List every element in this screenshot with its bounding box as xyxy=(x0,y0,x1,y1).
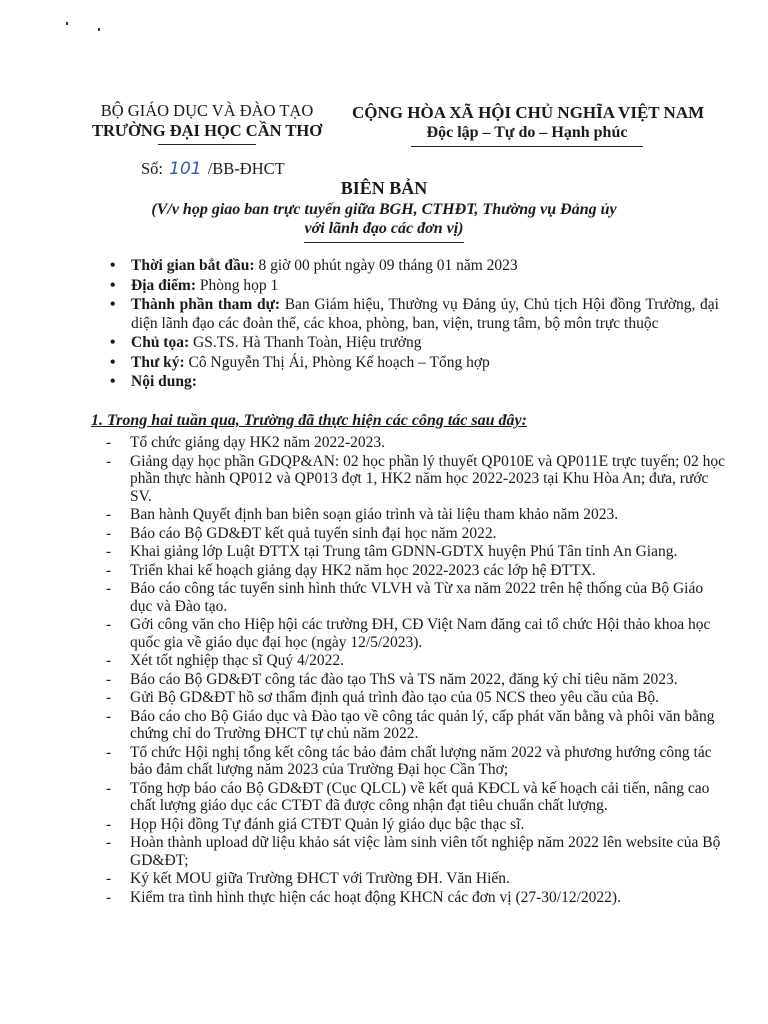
info-label: Nội dung: xyxy=(131,373,197,390)
bullet-icon: • xyxy=(110,257,116,274)
republic-name: CỘNG HÒA XÃ HỘI CHỦ NGHĨA VIỆT NAM xyxy=(352,103,705,122)
subtitle-line-2: với lãnh đạo các đơn vị) xyxy=(304,220,464,237)
info-value: GS.TS. Hà Thanh Toàn, Hiệu trưởng xyxy=(189,334,422,351)
work-items-list xyxy=(104,434,726,907)
dash-icon: - xyxy=(106,434,112,451)
university-name: TRƯỜNG ĐẠI HỌC CẦN THƠ xyxy=(91,121,323,140)
document-title: BIÊN BẢN xyxy=(340,178,428,198)
info-label: Địa điểm: xyxy=(131,276,197,294)
ministry-name: BỘ GIÁO DỤC VÀ ĐÀO TẠO xyxy=(100,101,314,120)
info-value: Phòng họp 1 xyxy=(196,276,279,294)
header-right-underline xyxy=(411,146,643,147)
info-row-secretary xyxy=(109,354,719,373)
list-item xyxy=(104,506,726,524)
list-item xyxy=(104,580,726,615)
dash-icon: - xyxy=(106,670,112,688)
dash-icon: - xyxy=(106,779,112,797)
info-row-location xyxy=(109,277,719,296)
list-item xyxy=(104,889,726,907)
doc-number-suffix: /BB-ĐHCT xyxy=(207,159,285,178)
bullet-icon: • xyxy=(110,373,116,390)
list-item-text: Báo cáo Bộ GD&ĐT công tác đào tạo ThS và TS năm 2022, đăng ký chỉ tiêu năm 2023. xyxy=(130,670,678,688)
dash-icon: - xyxy=(106,616,112,633)
bullet-icon: • xyxy=(110,353,116,371)
list-item-text: Ban hành Quyết định ban biên soạn giáo trình và tài liệu tham khảo năm 2023. xyxy=(130,506,619,523)
header-right xyxy=(352,103,705,147)
dash-icon: - xyxy=(106,580,112,597)
list-item xyxy=(104,525,726,543)
list-item-text: Tổ chức giảng dạy HK2 năm 2022-2023. xyxy=(130,434,386,451)
dash-icon: - xyxy=(106,652,112,669)
list-item xyxy=(104,671,726,689)
dash-icon: - xyxy=(106,561,112,579)
bullet-icon: • xyxy=(110,334,116,351)
document-number xyxy=(141,159,285,179)
header-left-underline xyxy=(158,144,256,145)
list-item xyxy=(104,434,726,452)
dash-icon: - xyxy=(106,543,112,560)
info-row-chair xyxy=(109,334,719,353)
list-item-text: Tổng hợp báo cáo Bộ GD&ĐT (Cục QLCL) về kết quả KĐCL và kế hoạch cải tiến, nâng cao chất lượng giáo dục các CTĐT đã được công nhận đạt tiêu chuẩn chất lượng. xyxy=(130,779,710,814)
document-subtitle xyxy=(0,200,768,243)
list-item xyxy=(104,652,726,670)
list-item xyxy=(104,780,726,815)
dash-icon: - xyxy=(106,452,112,470)
list-item-text: Họp Hội đồng Tự đánh giá CTĐT Quản lý giáo dục bậc thạc sĩ. xyxy=(130,815,525,833)
dash-icon: - xyxy=(106,707,112,725)
list-item xyxy=(104,834,726,869)
list-item xyxy=(104,816,726,834)
dash-icon: - xyxy=(106,743,112,761)
list-item-text: Xét tốt nghiệp thạc sĩ Quý 4/2022. xyxy=(130,652,344,669)
list-item-text: Khai giảng lớp Luật ĐTTX tại Trung tâm GDNN-GDTX huyện Phú Tân tỉnh An Giang. xyxy=(130,543,678,560)
bullet-icon: • xyxy=(110,276,116,294)
info-label: Thời gian bắt đầu: xyxy=(131,257,255,274)
info-row-content xyxy=(109,373,719,392)
dash-icon: - xyxy=(106,815,112,833)
list-item-text: Gởi công văn cho Hiệp hội các trường ĐH, CĐ Việt Nam đăng cai tổ chức Hội thảo khoa học quốc gia về giáo dục đại học (ngày 12/5/2023). xyxy=(130,616,711,651)
list-item-text: Báo cáo Bộ GD&ĐT kết quả tuyển sinh đại học năm 2022. xyxy=(130,524,497,542)
dash-icon: - xyxy=(106,888,112,906)
dash-icon: - xyxy=(106,689,112,706)
info-row-time xyxy=(109,257,719,276)
national-motto: Độc lập – Tự do – Hạnh phúc xyxy=(426,124,628,141)
list-item xyxy=(104,543,726,561)
dash-icon: - xyxy=(106,870,112,887)
list-item xyxy=(104,562,726,580)
subtitle-underline xyxy=(304,242,464,243)
list-item xyxy=(104,453,726,506)
section-heading: 1. Trong hai tuần qua, Trường đã thực hiện các công tác sau đây: xyxy=(91,412,527,429)
subtitle-line-1: (V/v họp giao ban trực tuyến giữa BGH, CTHĐT, Thường vụ Đảng ủy xyxy=(151,201,617,218)
list-item xyxy=(104,870,726,888)
info-row-attendees xyxy=(109,296,719,333)
doc-number-prefix: Số: xyxy=(141,159,164,178)
bullet-icon: • xyxy=(110,296,116,313)
meeting-info xyxy=(109,257,719,393)
list-item-text: Triển khai kế hoạch giảng dạy HK2 năm học 2022-2023 các lớp hệ ĐTTX. xyxy=(130,561,596,579)
list-item xyxy=(104,616,726,651)
list-item xyxy=(104,689,726,707)
scan-speck xyxy=(98,28,100,31)
list-item xyxy=(104,708,726,743)
dash-icon: - xyxy=(106,524,112,542)
scan-speck xyxy=(66,22,68,25)
doc-number-handwritten: 101 xyxy=(169,159,202,179)
dash-icon: - xyxy=(106,834,112,851)
header-left xyxy=(82,101,332,145)
info-label: Thư ký: xyxy=(131,353,185,371)
info-value: 8 giờ 00 phút ngày 09 tháng 01 năm 2023 xyxy=(254,257,518,274)
list-item-text: Kiểm tra tình hình thực hiện các hoạt động KHCN các đơn vị (27-30/12/2022). xyxy=(130,888,621,906)
list-item-text: Ký kết MOU giữa Trường ĐHCT với Trường ĐH. Văn Hiến. xyxy=(130,870,510,887)
list-item-text: Giảng dạy học phần GDQP&AN: 02 học phần lý thuyết QP010E và QP011E trực tuyến; 02 học phần thực hành QP012 và QP013 đợt 1, HK2 năm học 2022-2023 tại Khu Hòa An; đưa, rước SV. xyxy=(130,452,726,505)
info-label: Thành phần tham dự: xyxy=(131,296,281,313)
list-item-text: Báo cáo công tác tuyển sinh hình thức VLVH và Từ xa năm 2022 trên hệ thống của Bộ Giáo dục và Đào tạo. xyxy=(130,580,704,615)
info-value: Cô Nguyễn Thị Ái, Phòng Kế hoạch – Tổng hợp xyxy=(184,353,490,371)
dash-icon: - xyxy=(106,506,112,523)
list-item-text: Gửi Bộ GD&ĐT hồ sơ thẩm định quá trình đào tạo của 05 NCS theo yêu cầu của Bộ. xyxy=(130,689,660,706)
info-value: Ban Giám hiệu, Thường vụ Đảng ủy, Chủ tịch Hội đồng Trường, đại diện lãnh đạo các đoàn thể, các khoa, phòng, ban, viện, trung tâm, bộ môn trực thuộc xyxy=(131,296,719,332)
list-item-text: Hoàn thành upload dữ liệu khảo sát việc làm sinh viên tốt nghiệp năm 2022 lên website của Bộ GD&ĐT; xyxy=(130,834,721,869)
list-item-text: Tổ chức Hội nghị tổng kết công tác bảo đảm chất lượng năm 2022 và phương hướng công tác bảo đảm chất lượng năm 2023 của Trường Đại học Cần Thơ; xyxy=(130,743,712,778)
list-item-text: Báo cáo cho Bộ Giáo dục và Đào tạo về công tác quản lý, cấp phát văn bằng và phôi văn bằng chứng chỉ do Trường ĐHCT tự chủ năm 2022. xyxy=(130,707,715,742)
list-item xyxy=(104,744,726,779)
info-label: Chủ tọa: xyxy=(131,334,190,351)
